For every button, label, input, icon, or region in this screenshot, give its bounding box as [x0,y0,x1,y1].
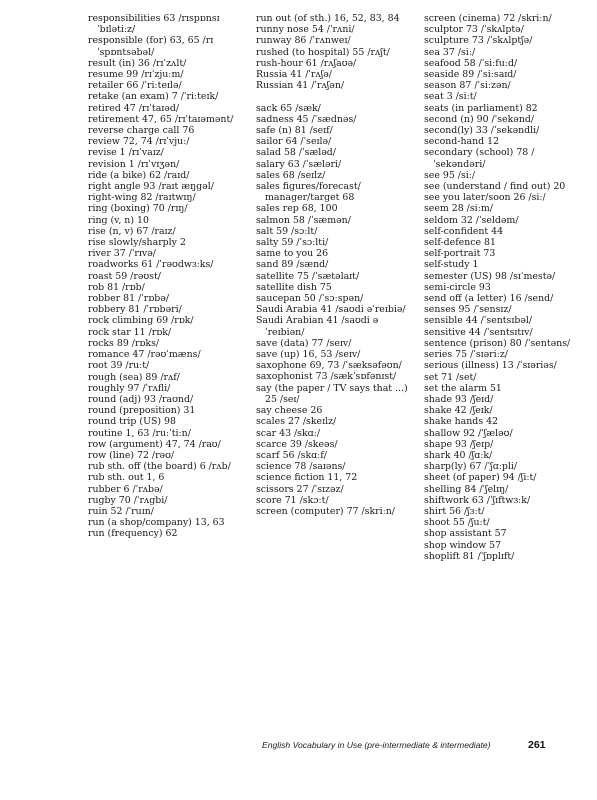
index-entry: salary 63 /ˈsæləri/ [256,158,342,170]
index-entry: serious (illness) 13 /ˈsɪəriəs/ [424,360,557,372]
index-entry: scar 43 /skɑː/ [256,427,320,439]
index-entry: semester (US) 98 /sɪˈmestə/ [424,270,556,282]
index-entry: result (in) 36 /rɪˈzʌlt/ [88,57,187,69]
book-title: English Vocabulary in Use (pre-intermediate & intermediate) [262,740,491,750]
page-footer [0,740,597,754]
index-entry: self-portrait 73 [424,248,496,260]
index-entry: retired 47 /rɪˈtaɪəd/ [88,102,179,114]
index-entry: say (the paper / TV says that ...) 25 /seɪ/ [256,382,408,405]
index-entry: sack 65 /sæk/ [256,102,321,114]
index-entry: see 95 /siː/ [424,169,476,181]
index-entry: seats (in parliament) 82 [424,102,538,114]
index-entry: resume 99 /rɪˈzjuːm/ [88,69,184,81]
index-entry: sentence (prison) 80 /ˈsentəns/ [424,337,571,349]
index-entry: shoplift 81 /ˈʃɒplɪft/ [424,550,515,562]
index-entry: scissors 27 /ˈsɪzəz/ [256,483,344,495]
index-entry: salty 59 /ˈsɔːlti/ [256,237,329,249]
index-entry: second (n) 90 /ˈsekənd/ [424,113,535,125]
index-entry: row (argument) 47, 74 /raʊ/ [88,438,221,450]
index-entry: ring (boxing) 70 /rɪŋ/ [88,203,188,215]
index-entry: seldom 32 /ˈseldəm/ [424,214,519,226]
index-entry: series 75 /ˈsɪəriːz/ [424,349,508,361]
page-number: 261 [528,739,546,751]
index-entry: salmon 58 /ˈsæmən/ [256,214,351,226]
index-entry: sheet (of paper) 94 /ʃiːt/ [424,472,537,484]
index-entry: rubber 6 /ˈrʌbə/ [88,483,163,495]
index-entry: screen (cinema) 72 /skriːn/ [424,13,552,24]
index-entry: set 71 /set/ [424,371,477,383]
index-entry: shake hands 42 [424,416,499,428]
index-entry: Russian 41 /ˈrʌʃən/ [256,80,345,92]
index-entry: shop window 57 [424,539,502,551]
index-entry: root 39 /ruːt/ [88,360,150,372]
index-entry: senses 95 /ˈsensɪz/ [424,304,512,316]
index-entry: shoot 55 /ʃuːt/ [424,517,490,529]
index-entry: sculptor 73 /ˈskʌlptə/ [424,24,524,36]
index-entry: rock star 11 /rɒk/ [88,326,172,338]
index-entry: sensible 44 /ˈsentsɪbəl/ [424,315,533,327]
index-entry: rushed (to hospital) 55 /rʌʃt/ [256,46,390,58]
index-entry: same to you 26 [256,248,329,260]
index-entry: shiftwork 63 /ˈʃɪftwɜːk/ [424,494,531,506]
index-entry: salad 58 /ˈsæləd/ [256,147,336,159]
index-entry: screen (computer) 77 /skriːn/ [256,505,395,517]
index-entry: river 37 /ˈrɪvə/ [88,248,156,260]
index-entry: row (line) 72 /rəʊ/ [88,449,175,461]
index-entry: self-confident 44 [424,225,504,237]
index-entry: rise (n, v) 67 /raɪz/ [88,225,176,237]
index-column-2 [256,13,416,517]
index-entry: reverse charge call 76 [88,125,195,137]
index-entry: rocks 89 /rɒks/ [88,337,160,349]
index-entry: second(ly) 33 /ˈsekəndli/ [424,125,540,137]
index-entry: rise slowly/sharply 2 [88,237,186,249]
index-entry: sales figures/forecast/ manager/target 68 [256,181,361,204]
index-entry: run (frequency) 62 [88,528,178,540]
index-entry: shape 93 /ʃeɪp/ [424,438,494,450]
index-entry: robbery 81 /ˈrɒbəri/ [88,304,182,316]
index-entry: roast 59 /rəʊst/ [88,270,161,282]
index-entry: sailor 64 /ˈseɪlə/ [256,136,332,148]
index-entry: rub sth. out 1, 6 [88,472,165,484]
index-entry: sales rep 68, 100 [256,203,338,215]
index-entry: say cheese 26 [256,405,323,417]
index-entry: scarce 39 /skeəs/ [256,438,338,450]
index-entry: right-wing 82 /raɪtwɪŋ/ [88,192,196,204]
index-entry: shirt 56 /ʃɜːt/ [424,505,485,517]
index-entry: self-study 1 [424,259,479,271]
index-entry: ruin 52 /ˈruɪn/ [88,505,154,517]
index-entry: routine 1, 63 /ruːˈtiːn/ [88,427,191,439]
index-entry: saxophone 69, 73 /ˈsæksəfəʊn/ [256,360,402,372]
index-entry: satellite 75 /ˈsætəlaɪt/ [256,270,360,282]
index-entry: Saudi Arabian 41 /saʊdi əˈreɪbiən/ [256,315,379,338]
index-entry: salt 59 /sɔːlt/ [256,225,318,237]
index-entry: robber 81 /ˈrɒbə/ [88,293,169,305]
index-entry: saxophonist 73 /sækˈsɒfənɪst/ [256,371,397,383]
index-entry: ride (a bike) 62 /raɪd/ [88,169,190,181]
index-entry: run out (of sth.) 16, 52, 83, 84 [256,13,400,24]
index-entry: sharp(ly) 67 /ˈʃɑːpli/ [424,461,518,473]
index-entry: ring (v, n) 10 [88,214,149,226]
index-entry: sales 68 /seɪlz/ [256,169,326,181]
index-entry: runny nose 54 /ˈrʌni/ [256,24,355,36]
index-entry: sadness 45 /ˈsædnəs/ [256,113,357,125]
index-entry: shop assistant 57 [424,528,507,540]
index-entry: round trip (US) 98 [88,416,176,428]
index-entry: score 71 /skɔːt/ [256,494,329,506]
index-entry: Saudi Arabia 41 /saʊdi əˈreɪbiə/ [256,304,406,316]
index-entry: sensitive 44 /ˈsentsɪtɪv/ [424,326,533,338]
index-entry: right angle 93 /raɪt æŋgəl/ [88,181,214,193]
index-entry: shallow 92 /ˈʃæləʊ/ [424,427,513,439]
index-entry: science 78 /saɪəns/ [256,461,346,473]
index-entry: seaside 89 /ˈsiːsaɪd/ [424,69,517,81]
index-entry: retirement 47, 65 /rɪˈtaɪəmənt/ [88,113,234,125]
index-entry: round (adj) 93 /raʊnd/ [88,393,194,405]
index-entry: scarf 56 /skɑːf/ [256,449,327,461]
index-entry: save (data) 77 /seɪv/ [256,337,352,349]
index-entry: shelling 84 /ˈʃelɪŋ/ [424,483,509,495]
index-entry: sculpture 73 /ˈskʌlptʃə/ [424,35,533,47]
index-entry: season 87 /ˈsiːzən/ [424,80,511,92]
index-entry: rush-hour 61 /rʌʃaʊə/ [256,57,357,69]
index-entry: safe (n) 81 /seɪf/ [256,125,333,137]
index-entry: shade 93 /ʃeɪd/ [424,393,494,405]
index-entry: roadworks 61 /ˈrəʊdwɜːks/ [88,259,214,271]
index-entry: rock climbing 69 /rɒk/ [88,315,194,327]
index-entry: saucepan 50 /ˈsɔːspən/ [256,293,364,305]
index-entry: rob 81 /rɒb/ [88,281,145,293]
index-entry: science fiction 11, 72 [256,472,358,484]
index-entry: see (understand / find out) 20 [424,181,566,193]
index-entry: self-defence 81 [424,237,496,249]
index-entry: romance 47 /rəʊˈmæns/ [88,349,201,361]
index-entry: seafood 58 /ˈsiːfuːd/ [424,57,518,69]
index-entry: run (a shop/company) 13, 63 [88,517,225,529]
index-entry: roughly 97 /ˈrʌfli/ [88,382,171,394]
index-entry: see you later/soon 26 /siː/ [424,192,546,204]
index-entry: sea 37 /siː/ [424,46,476,58]
index-entry: sand 89 /sænd/ [256,259,329,271]
index-entry: Russia 41 /ˈrʌʃə/ [256,69,332,81]
index-entry: review 72, 74 /rɪˈvjuː/ [88,136,190,148]
index-entry: rugby 70 /ˈrʌgbi/ [88,494,168,506]
index-entry: seat 3 /siːt/ [424,91,477,103]
index-entry: round (preposition) 31 [88,405,196,417]
index-entry: second-hand 12 [424,136,500,148]
index-entry: rough (sea) 89 /rʌf/ [88,371,180,383]
index-column-3 [424,13,584,562]
index-entry: shake 42 /ʃeɪk/ [424,405,493,417]
index-entry: retailer 66 /ˈriːteɪlə/ [88,80,182,92]
index-entry: revision 1 /rɪˈvɪʒən/ [88,158,180,170]
index-entry: retake (an exam) 7 /ˈriːteɪk/ [88,91,219,103]
index-entry: save (up) 16, 53 /seɪv/ [256,349,361,361]
index-entry: revise 1 /rɪˈvaɪz/ [88,147,164,159]
index-entry: secondary (school) 78 /ˈsekəndəri/ [424,147,535,170]
index-column-1 [88,13,248,540]
index-entry: seem 28 /siːm/ [424,203,493,215]
index-entry: runway 86 /ˈrʌnweɪ/ [256,35,351,47]
index-entry: semi-circle 93 [424,281,491,293]
index-entry: set the alarm 51 [424,382,502,394]
index-entry: satellite dish 75 [256,281,332,293]
index-entry: scales 27 /skeɪlz/ [256,416,337,428]
index-entry: send off (a letter) 16 /send/ [424,293,554,305]
index-entry: responsible (for) 63, 65 /rɪˈspɒntsəbəl/ [88,35,214,58]
index-entry: responsibilities 63 /rɪspɒnsɪˈbɪlətiːz/ [88,13,220,36]
index-entry: rub sth. off (the board) 6 /rʌb/ [88,461,231,473]
letter-section-gap [256,91,416,102]
index-entry: shark 40 /ʃɑːk/ [424,449,493,461]
